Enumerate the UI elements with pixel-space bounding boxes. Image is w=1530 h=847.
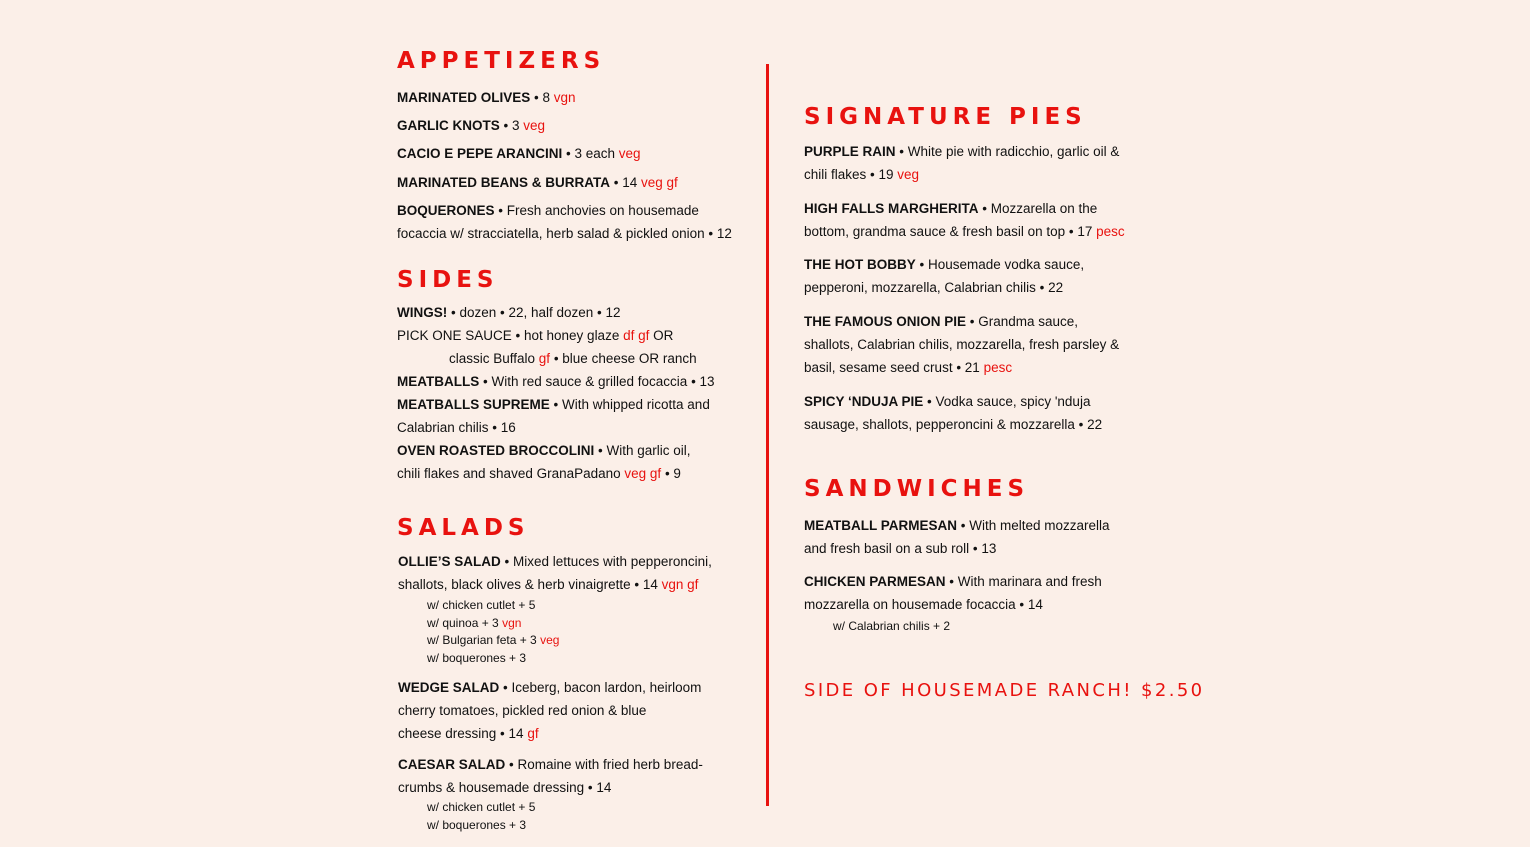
menu-item xyxy=(398,550,712,596)
menu-item xyxy=(804,140,1119,186)
appetizers-heading: APPETIZERS xyxy=(397,48,606,74)
diet-tag: veg xyxy=(897,167,920,182)
item-desc: bottom, grandma sauce & fresh basil on top • 17 xyxy=(804,224,1097,239)
add-on: w/ boquerones + 3 xyxy=(427,650,527,665)
add-on: w/ Bulgarian feta + 3 xyxy=(427,633,541,647)
item-name: MEATBALLS SUPREME xyxy=(397,397,550,412)
item-desc: • Vodka sauce, spicy 'nduja xyxy=(923,394,1091,409)
item-name: BOQUERONES xyxy=(397,203,495,218)
item-desc: • 14 xyxy=(610,175,641,190)
diet-tag: vgn gf xyxy=(661,577,699,592)
item-desc: • 3 each xyxy=(562,146,619,161)
menu-item xyxy=(397,142,641,165)
item-name: OVEN ROASTED BROCCOLINI xyxy=(397,443,595,458)
menu-item xyxy=(804,514,1110,560)
item-desc: cherry tomatoes, pickled red onion & blue xyxy=(398,703,647,718)
diet-tag: pesc xyxy=(983,360,1013,375)
item-name: THE FAMOUS ONION PIE xyxy=(804,314,967,329)
add-on-list xyxy=(427,597,559,667)
item-desc: and fresh basil on a sub roll • 13 xyxy=(804,541,997,556)
item-desc: • With red sauce & grilled focaccia • 13 xyxy=(479,374,715,389)
item-desc: shallots, black olives & herb vinaigrette • 14 xyxy=(398,577,662,592)
menu-item xyxy=(398,753,703,799)
item-name: MARINATED OLIVES xyxy=(397,90,531,105)
diet-tag: veg gf xyxy=(624,466,662,481)
diet-tag: gf xyxy=(638,328,650,343)
add-on: w/ chicken cutlet + 5 xyxy=(427,800,536,814)
item-name: MEATBALLS xyxy=(397,374,480,389)
item-name: OLLIE’S SALAD xyxy=(398,554,501,569)
item-desc: sausage, shallots, pepperoncini & mozzarella • 22 xyxy=(804,417,1103,432)
item-desc: OR xyxy=(649,328,674,343)
item-desc: pepperoni, mozzarella, Calabrian chilis • 22 xyxy=(804,280,1064,295)
item-name: WEDGE SALAD xyxy=(398,680,500,695)
item-name: PURPLE RAIN xyxy=(804,144,896,159)
menu-item xyxy=(397,86,576,109)
item-name: MARINATED BEANS & BURRATA xyxy=(397,175,610,190)
diet-tag: pesc xyxy=(1096,224,1125,239)
diet-tag: gf xyxy=(538,351,551,366)
add-on-list xyxy=(427,799,535,834)
diet-tag: veg xyxy=(540,633,560,647)
signature-pies-heading: SIGNATURE PIES xyxy=(804,104,1087,130)
item-desc: crumbs & housemade dressing • 14 xyxy=(398,780,612,795)
item-name: CAESAR SALAD xyxy=(398,757,506,772)
item-desc: • Iceberg, bacon lardon, heirloom xyxy=(499,680,702,695)
menu-item xyxy=(397,301,715,485)
diet-tag: veg gf xyxy=(641,175,678,190)
menu-item xyxy=(804,390,1102,436)
item-desc: • With garlic oil, xyxy=(594,443,691,458)
item-desc: • Mixed lettuces with pepperoncini, xyxy=(500,554,712,569)
diet-tag: df xyxy=(623,328,635,343)
sandwiches-heading: SANDWICHES xyxy=(804,476,1030,502)
ranch-note: SIDE OF HOUSEMADE RANCH! $2.50 xyxy=(804,680,1205,701)
diet-tag: vgn xyxy=(553,90,576,105)
add-on-list xyxy=(833,618,950,636)
item-name: THE HOT BOBBY xyxy=(804,257,916,272)
add-on: w/ Calabrian chilis + 2 xyxy=(833,619,951,633)
menu-item xyxy=(804,197,1125,243)
menu-item xyxy=(397,114,545,137)
item-desc: • With melted mozzarella xyxy=(957,518,1110,533)
item-desc: • Grandma sauce, xyxy=(966,314,1079,329)
item-desc: • 8 xyxy=(530,90,554,105)
item-desc: shallots, Calabrian chilis, mozzarella, fresh parsley & xyxy=(804,337,1120,352)
item-name: WINGS! xyxy=(397,305,448,320)
item-desc: focaccia w/ stracciatella, herb salad & pickled onion • 12 xyxy=(397,226,732,241)
diet-tag: veg xyxy=(523,118,546,133)
item-desc: • blue cheese OR ranch xyxy=(550,351,697,366)
item-desc: basil, sesame seed crust • 21 xyxy=(804,360,984,375)
salads-heading: SALADS xyxy=(397,515,530,541)
diet-tag: vgn xyxy=(502,615,522,630)
item-desc: • 9 xyxy=(661,466,681,481)
menu-item xyxy=(804,570,1102,616)
item-name: CHICKEN PARMESAN xyxy=(804,574,946,589)
item-desc: chili flakes and shaved GranaPadano xyxy=(397,466,625,481)
diet-tag: gf xyxy=(527,726,539,741)
item-desc: • With whipped ricotta and xyxy=(549,397,710,412)
diet-tag: veg xyxy=(618,146,641,161)
item-desc: cheese dressing • 14 xyxy=(398,726,528,741)
item-desc: classic Buffalo xyxy=(449,351,539,366)
menu-item xyxy=(804,310,1119,379)
item-desc: • Housemade vodka sauce, xyxy=(915,257,1085,272)
menu-item xyxy=(397,199,732,245)
item-name: HIGH FALLS MARGHERITA xyxy=(804,201,979,216)
item-desc: Calabrian chilis • 16 xyxy=(397,420,516,435)
menu-item xyxy=(397,171,678,194)
item-desc: chili flakes • 19 xyxy=(804,167,898,182)
item-desc: • dozen • 22, half dozen • 12 xyxy=(447,305,621,320)
add-on: w/ boquerones + 3 xyxy=(427,817,527,832)
item-desc: • Romaine with fried herb bread- xyxy=(505,757,703,772)
add-on: w/ chicken cutlet + 5 xyxy=(427,598,536,612)
item-desc: • 3 xyxy=(499,118,524,133)
sides-heading: SIDES xyxy=(397,267,499,293)
item-name: SPICY ‘NDUJA PIE xyxy=(804,394,924,409)
item-name: GARLIC KNOTS xyxy=(397,118,500,133)
item-desc: • With marinara and fresh xyxy=(945,574,1102,589)
column-divider xyxy=(766,64,769,806)
item-name: MEATBALL PARMESAN xyxy=(804,518,957,533)
item-desc: • White pie with radicchio, garlic oil & xyxy=(895,144,1120,159)
add-on: w/ quinoa + 3 xyxy=(427,615,503,630)
item-desc: • Fresh anchovies on housemade xyxy=(494,203,699,218)
item-desc: mozzarella on housemade focaccia • 14 xyxy=(804,597,1043,612)
item-name: CACIO E PEPE ARANCINI xyxy=(397,146,563,161)
menu-item xyxy=(804,253,1084,299)
item-desc: PICK ONE SAUCE • hot honey glaze xyxy=(397,328,624,343)
item-desc: • Mozzarella on the xyxy=(978,201,1098,216)
menu-item xyxy=(398,676,701,745)
